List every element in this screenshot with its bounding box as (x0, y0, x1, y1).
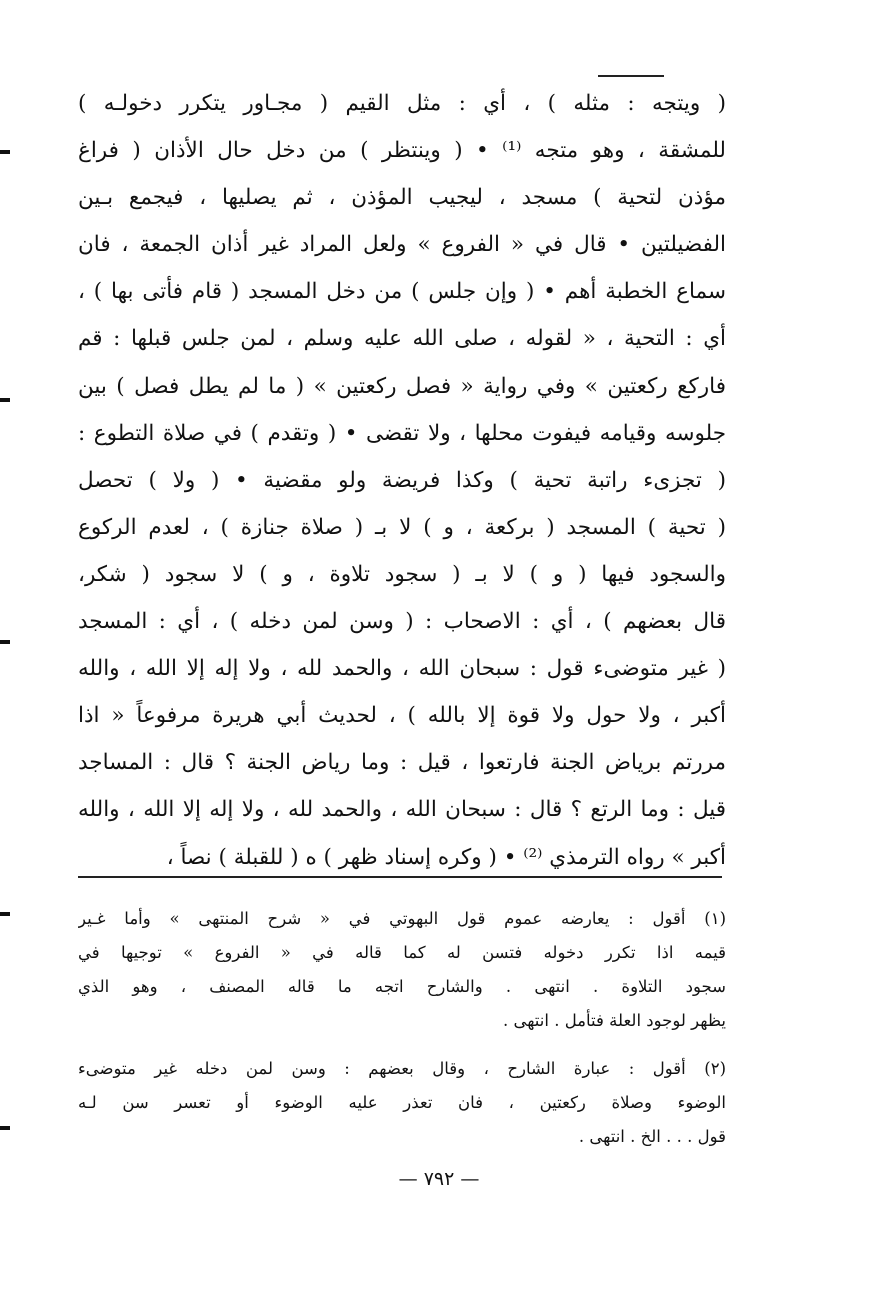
top-rule (598, 75, 664, 77)
footnote-line: (١) أقول : يعارضه عموم قول البهوتي في « شرح المنتهى » وأما غـير (78, 909, 726, 928)
text-line: الفضيلتين • قال في « الفروع » ولعل المراد غير أذان الجمعة ، فان (78, 232, 726, 258)
footnote-line: سجود التلاوة . انتهى . والشارح اتجه ما قاله المصنف ، وهو الذي (78, 977, 726, 996)
text-line: قال بعضهم ) ، أي : الاصحاب : ( وسن لمن دخله ) ، أي : المسجد (78, 609, 726, 635)
text-line: مررتم برياض الجنة فارتعوا ، قيل : وما رياض الجنة ؟ قال : المساجد (78, 750, 726, 776)
footnote-1 (78, 902, 726, 1038)
text-line: ( غير متوضىء قول : سبحان الله ، والحمد لله ، ولا إله إلا الله ، والله (78, 656, 726, 682)
text-line: أي : التحية ، « لقوله ، صلى الله عليه وسلم ، لمن جلس قبلها : قم (78, 326, 726, 352)
text-line: قيل : وما الرتع ؟ قال : سبحان الله ، والحمد لله ، ولا إله إلا الله ، والله (78, 797, 726, 823)
footnote-2 (78, 1052, 726, 1154)
text-line: أكبر » رواه الترمذي ⁽²⁾ • ( وكره إسناد ظهر ) ه ( للقبلة ) نصاً ، (166, 844, 726, 870)
footnote-separator (78, 876, 722, 878)
footnote-line: الوضوء وصلاة ركعتين ، فان تعذر عليه الوضوء أو تعسر سن لـه (78, 1093, 726, 1112)
footnote-line: (٢) أقول : عبارة الشارح ، وقال بعضهم : وسن لمن دخله غير متوضىء (78, 1059, 726, 1078)
text-line: جلوسه وقيامه فيفوت محلها ، ولا تقضى • ( وتقدم ) في صلاة التطوع : (78, 420, 726, 446)
edge-mark (0, 150, 10, 154)
text-line: والسجود فيها ( و ) لا بـ ( سجود تلاوة ، و ) لا سجود ( شكر، (78, 561, 726, 587)
text-line: ( تحية ) المسجد ( بركعة ، و ) لا بـ ( صلاة جنازة ) ، لعدم الركوع (78, 514, 726, 540)
footnotes-block (78, 902, 726, 1154)
edge-mark (0, 1126, 10, 1130)
footnote-line: يظهر لوجود العلة فتأمل . انتهى . (502, 1011, 726, 1030)
text-line: ( تجزىء راتبة تحية ) وكذا فريضة ولو مقضية • ( ولا ) تحصل (78, 467, 726, 493)
edge-mark (0, 640, 10, 644)
edge-mark (0, 398, 10, 402)
text-line: ( ويتجه : مثله ) ، أي : مثل القيم ( مجـاور يتكرر دخولـه ) (78, 91, 726, 116)
text-line: فاركع ركعتين » وفي رواية « فصل ركعتين » ( ما لم يطل فصل ) بين (78, 373, 726, 399)
text-line: للمشقة ، وهو متجه ⁽¹⁾ • ( وينتظر ) من دخل حال الأذان ( فراغ (78, 138, 726, 164)
footnote-line: قول . . . الخ . انتهى . (578, 1127, 726, 1146)
text-line: أكبر ، ولا حول ولا قوة إلا بالله ) ، لحديث أبي هريرة مرفوعاً « اذا (78, 703, 726, 729)
footnote-line: قيمه اذا تكرر دخوله فتسن له كما قاله في « الفروع » توجيها في (78, 943, 726, 962)
text-line: مؤذن لتحية ) مسجد ، ليجيب المؤذن ، ثم يصليها ، فيجمع بـين (78, 185, 726, 211)
page-number: — ٧٩٢ — (398, 1168, 480, 1190)
main-text-block (78, 80, 726, 881)
edge-mark (0, 912, 10, 916)
text-line: سماع الخطبة أهم • ( وإن جلس ) من دخل المسجد ( قام فأتى بها ) ، (78, 279, 726, 305)
